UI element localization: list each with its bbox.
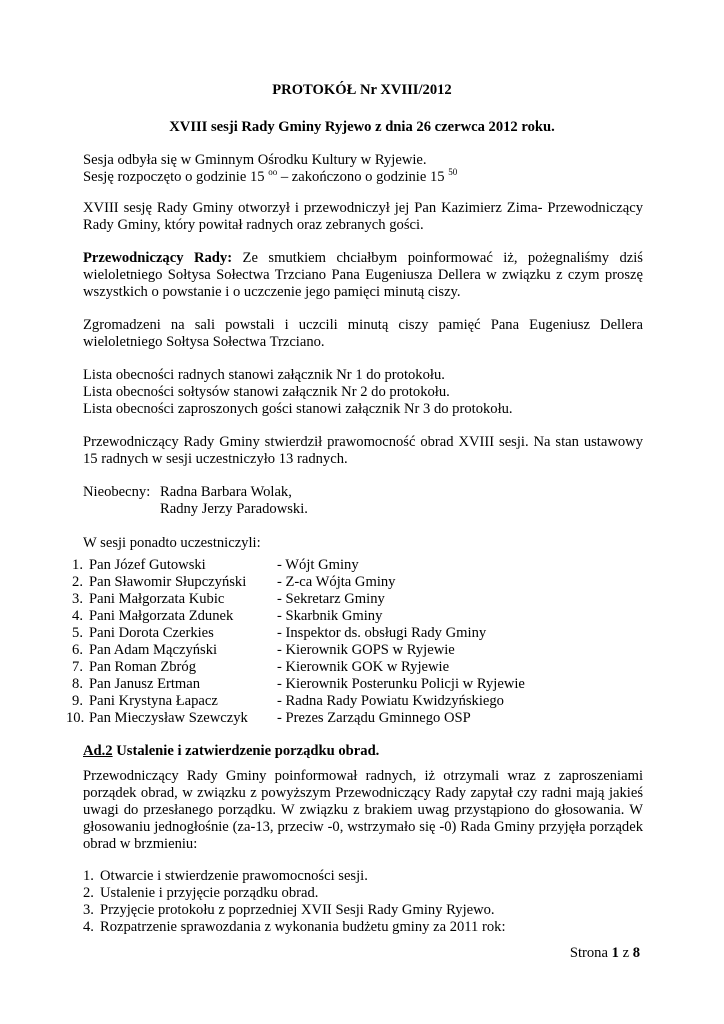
guest-row: 9. Pani Krystyna Łapacz - Radna Rady Powiatu Kwidzyńskiego (72, 693, 504, 709)
section-2-label: Ad.2 (83, 743, 113, 759)
absent-name: Radny Jerzy Paradowski. (160, 501, 308, 517)
attendance-lists (83, 367, 643, 418)
absent-section (83, 484, 643, 518)
total-pages: 8 (632, 945, 640, 961)
guests-list (66, 557, 666, 727)
section-2-title: Ustalenie i zatwierdzenie porządku obrad. (112, 743, 380, 759)
agenda-item: 1. Otwarcie i stwierdzenie prawomocności sesji. (83, 868, 368, 884)
chair-text: Ze smutkiem chciałbym poinformować iż, pożegnaliśmy dziś wieloletniego Sołtysa Sołectwa Trzciano Pana Eugeniusza Dellera w związku z czym proszę wszystkich o powstanie i o uczczenie jego pamięci minutą ciszy. (83, 250, 643, 300)
attendance-list-item: Lista obecności radnych stanowi załącznik Nr 1 do protokołu. (83, 367, 445, 383)
attendance-list-item: Lista obecności sołtysów stanowi załącznik Nr 2 do protokołu. (83, 384, 450, 400)
guest-row: 10. Pan Mieczysław Szewczyk - Prezes Zarządu Gminnego OSP (66, 710, 471, 726)
current-page: 1 (611, 945, 619, 961)
opening-paragraph: XVIII sesję Rady Gminy otworzył i przewodniczył jej Pan Kazimierz Zima- Przewodniczący Rady Gminy, który powitał radnych oraz zebranych gości. (83, 200, 643, 233)
guest-row: 3. Pani Małgorzata Kubic - Sekretarz Gminy (72, 591, 385, 607)
chair-statement (83, 250, 643, 301)
agenda-item: 4. Rozpatrzenie sprawozdania z wykonania budżetu gminy za 2011 rok: (83, 919, 506, 935)
session-times: Sesję rozpoczęto o godzinie 15 $^{oo}$ – zakończono o godzinie 15 $^{50}$ (83, 167, 458, 185)
absent-name: Radna Barbara Wolak, (160, 484, 292, 500)
section-2-heading (83, 743, 643, 760)
agenda-list (83, 868, 643, 936)
document-subtitle: XVIII sesji Rady Gminy Ryjewo z dnia 26 czerwca 2012 roku. (169, 119, 555, 135)
page-number: Strona 1 z 8 (569, 945, 640, 961)
attendance-list-item: Lista obecności zaproszonych gości stanowi załącznik Nr 3 do protokołu. (83, 401, 513, 417)
quorum-paragraph: Przewodniczący Rady Gminy stwierdził prawomocność obrad XVIII sesji. Na stan ustawowy 15 radnych w sesji uczestniczyło 13 radnych. (83, 434, 643, 467)
section-2-paragraph: Przewodniczący Rady Gminy poinformował radnych, iż otrzymali wraz z zaproszeniami porządek obrad, w związku z powyższym Przewodniczący Rady zapytał czy radni mają jakieś uwagi do przesłanego porządku. W związku z brakiem uwag przystąpiono do głosowania. W głosowaniu jednogłośnie (za-13, przeciw -0, wstrzymało się -0) Rada Gminy przyjęła porządek obrad w brzmieniu: (83, 768, 643, 852)
guest-row: 2. Pan Sławomir Słupczyński - Z-ca Wójta Gminy (72, 574, 396, 590)
guest-row: 8. Pan Janusz Ertman - Kierownik Posterunku Policji w Ryjewie (72, 676, 525, 692)
agenda-item: 2. Ustalenie i przyjęcie porządku obrad. (83, 885, 319, 901)
document-title: PROTOKÓŁ Nr XVIII/2012 (272, 82, 452, 98)
guest-row: 6. Pan Adam Mączyński - Kierownik GOPS w Ryjewie (72, 642, 455, 658)
guest-row: 5. Pani Dorota Czerkies - Inspektor ds. obsługi Rady Gminy (72, 625, 487, 641)
session-info (83, 152, 643, 186)
minute-silence-paragraph: Zgromadzeni na sali powstali i uczcili minutą ciszy pamięć Pana Eugeniusz Dellera wieloletniego Sołtysa Sołectwa Trzciano. (83, 317, 643, 350)
guest-row: 7. Pan Roman Zbróg - Kierownik GOK w Ryjewie (72, 659, 450, 675)
absent-label: Nieobecny: (83, 484, 151, 500)
chair-label: Przewodniczący Rady: (83, 250, 233, 266)
session-location: Sesja odbyła się w Gminnym Ośrodku Kultury w Ryjewie. (83, 152, 427, 168)
guests-intro: W sesji ponadto uczestniczyli: (83, 535, 261, 551)
guest-row: 4. Pani Małgorzata Zdunek - Skarbnik Gminy (72, 608, 383, 624)
agenda-item: 3. Przyjęcie protokołu z poprzedniej XVII Sesji Rady Gminy Ryjewo. (83, 902, 495, 918)
guest-row: 1. Pan Józef Gutowski - Wójt Gminy (72, 557, 359, 573)
